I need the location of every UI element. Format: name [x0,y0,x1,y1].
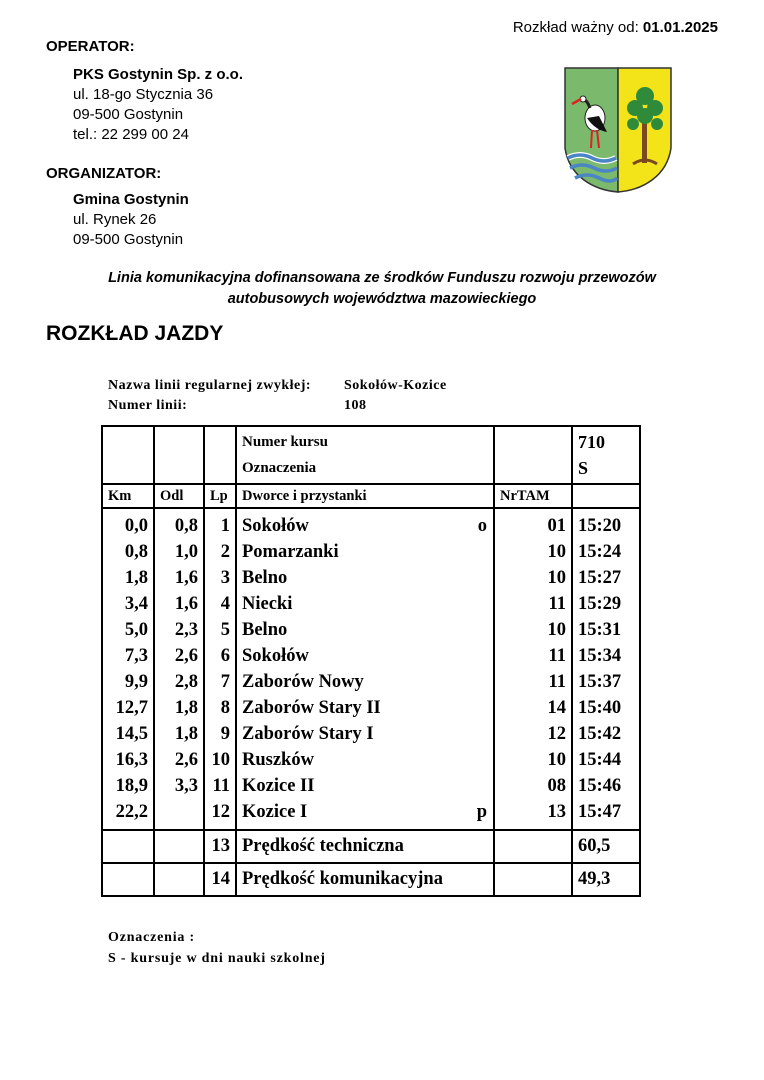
stop-name: Ruszków [242,750,314,770]
header-lp: Lp [204,484,236,508]
time-cell: 15:44 [572,747,640,773]
stop-name: Zaborów Nowy [242,672,364,692]
course-label: Numer kursu [242,434,328,450]
table-row [102,669,640,695]
stop-flag: o [477,516,487,536]
stop-name: Niecki [242,594,293,614]
organizer-street: ul. Rynek 26 [73,211,157,228]
lp-cell: 11 [204,773,236,799]
stop-rows [102,508,640,830]
lp-cell: 9 [204,721,236,747]
summary-row [102,830,640,863]
lp-cell: 7 [204,669,236,695]
table-row [102,508,640,539]
time-cell: 15:37 [572,669,640,695]
organizer-city: 09-500 Gostynin [73,231,184,248]
column-header-row [102,484,640,508]
legend-item: S - kursuje w dni nauki szkolnej [108,951,326,966]
lp-cell: 12 [204,799,236,830]
nrtam-cell: 10 [494,565,572,591]
operator-city: 09-500 Gostynin [73,106,184,123]
stop-cell [236,721,494,747]
stop-name: Pomarzanki [242,542,339,562]
nrtam-cell: 01 [494,508,572,539]
summary-rows [102,830,640,896]
km-cell: 0,8 [102,539,154,565]
stop-name: Kozice I [242,802,308,822]
summary-label: Prędkość komunikacyjna [236,863,494,896]
km-cell: 5,0 [102,617,154,643]
marks-value: S [578,458,589,478]
nrtam-cell: 10 [494,747,572,773]
nrtam-cell: 14 [494,695,572,721]
stop-name: Zaborów Stary I [242,724,374,744]
summary-value: 60,5 [572,830,640,863]
operator-phone: tel.: 22 299 00 24 [73,126,189,143]
stop-cell [236,773,494,799]
line-name-value: Sokołów-Kozice [344,378,447,393]
funding-note-line2: autobusowych województwa mazowieckiego [227,291,537,307]
km-cell: 12,7 [102,695,154,721]
operator-name: PKS Gostynin Sp. z o.o. [73,66,244,83]
odl-cell: 1,6 [154,565,204,591]
page-title: ROZKŁAD JAZDY [46,322,224,345]
validity-label: Rozkład ważny od: [512,19,639,36]
time-cell: 15:29 [572,591,640,617]
legend-heading: Oznaczenia : [108,930,195,945]
stop-cell [236,747,494,773]
stop-cell [236,799,494,830]
course-number: 710 [578,432,605,452]
summary-value: 49,3 [572,863,640,896]
timetable [101,425,641,897]
time-cell: 15:42 [572,721,640,747]
line-name-row [108,378,447,394]
table-row [102,539,640,565]
odl-cell: 1,6 [154,591,204,617]
time-cell: 15:47 [572,799,640,830]
odl-cell: 2,6 [154,643,204,669]
odl-cell: 2,6 [154,747,204,773]
stop-cell [236,643,494,669]
lp-cell: 14 [204,863,236,896]
header-km: Km [102,484,154,508]
operator-heading: OPERATOR: [46,38,135,55]
operator-block [73,65,243,145]
lp-cell: 2 [204,539,236,565]
operator-street: ul. 18-go Stycznia 36 [73,86,214,103]
validity-value: 01.01.2025 [642,19,718,36]
lp-cell: 10 [204,747,236,773]
km-cell: 0,0 [102,508,154,539]
km-cell: 7,3 [102,643,154,669]
table-row [102,695,640,721]
funding-note [46,268,718,310]
stop-name: Belno [242,568,288,588]
summary-row [102,863,640,896]
funding-note-line1: Linia komunikacyjna dofinansowana ze środków Funduszu rozwoju przewozów [108,270,656,286]
nrtam-cell: 11 [494,669,572,695]
line-number-value: 108 [344,398,367,413]
time-cell: 15:34 [572,643,640,669]
summary-label: Prędkość techniczna [236,830,494,863]
time-cell: 15:24 [572,539,640,565]
table-row [102,799,640,830]
table-row [102,617,640,643]
stop-name: Sokołów [242,516,309,536]
stop-cell [236,508,494,539]
nrtam-cell: 10 [494,539,572,565]
table-row [102,773,640,799]
marks-label: Oznaczenia [242,460,317,476]
nrtam-cell: 12 [494,721,572,747]
time-cell: 15:31 [572,617,640,643]
course-header-row [102,426,640,484]
lp-cell: 3 [204,565,236,591]
stop-name: Kozice II [242,776,315,796]
lp-cell: 5 [204,617,236,643]
table-row [102,591,640,617]
km-cell: 18,9 [102,773,154,799]
validity-date [513,19,718,36]
time-cell: 15:46 [572,773,640,799]
time-cell: 15:27 [572,565,640,591]
nrtam-cell: 10 [494,617,572,643]
odl-cell: 1,8 [154,695,204,721]
legend [108,927,326,969]
header-nrtam: NrTAM [494,484,572,508]
odl-cell: 1,8 [154,721,204,747]
time-cell: 15:20 [572,508,640,539]
organizer-block [73,190,189,250]
stop-name: Zaborów Stary II [242,698,381,718]
nrtam-cell: 11 [494,643,572,669]
km-cell: 14,5 [102,721,154,747]
nrtam-cell: 11 [494,591,572,617]
lp-cell: 1 [204,508,236,539]
header-stops: Dworce i przystanki [236,484,494,508]
km-cell: 1,8 [102,565,154,591]
stop-cell [236,695,494,721]
coat-of-arms-icon [563,66,673,194]
stop-flag: p [476,802,487,822]
table-row [102,643,640,669]
line-number-row [108,398,367,414]
odl-cell: 0,8 [154,508,204,539]
odl-cell: 2,8 [154,669,204,695]
odl-cell: 3,3 [154,773,204,799]
stop-name: Belno [242,620,288,640]
organizer-name: Gmina Gostynin [73,191,189,208]
nrtam-cell: 13 [494,799,572,830]
stop-cell [236,617,494,643]
km-cell: 22,2 [102,799,154,830]
line-name-label: Nazwa linii regularnej zwykłej: [108,378,312,393]
lp-cell: 13 [204,830,236,863]
odl-cell: 2,3 [154,617,204,643]
km-cell: 16,3 [102,747,154,773]
stop-cell [236,591,494,617]
stop-name: Sokołów [242,646,309,666]
organizer-heading: ORGANIZATOR: [46,165,162,182]
odl-cell [154,799,204,830]
header-odl: Odl [154,484,204,508]
lp-cell: 8 [204,695,236,721]
table-row [102,747,640,773]
time-cell: 15:40 [572,695,640,721]
lp-cell: 6 [204,643,236,669]
km-cell: 3,4 [102,591,154,617]
lp-cell: 4 [204,591,236,617]
table-row [102,721,640,747]
table-row [102,565,640,591]
line-number-label: Numer linii: [108,398,188,413]
stop-cell [236,669,494,695]
nrtam-cell: 08 [494,773,572,799]
stop-cell [236,565,494,591]
odl-cell: 1,0 [154,539,204,565]
stop-cell [236,539,494,565]
km-cell: 9,9 [102,669,154,695]
